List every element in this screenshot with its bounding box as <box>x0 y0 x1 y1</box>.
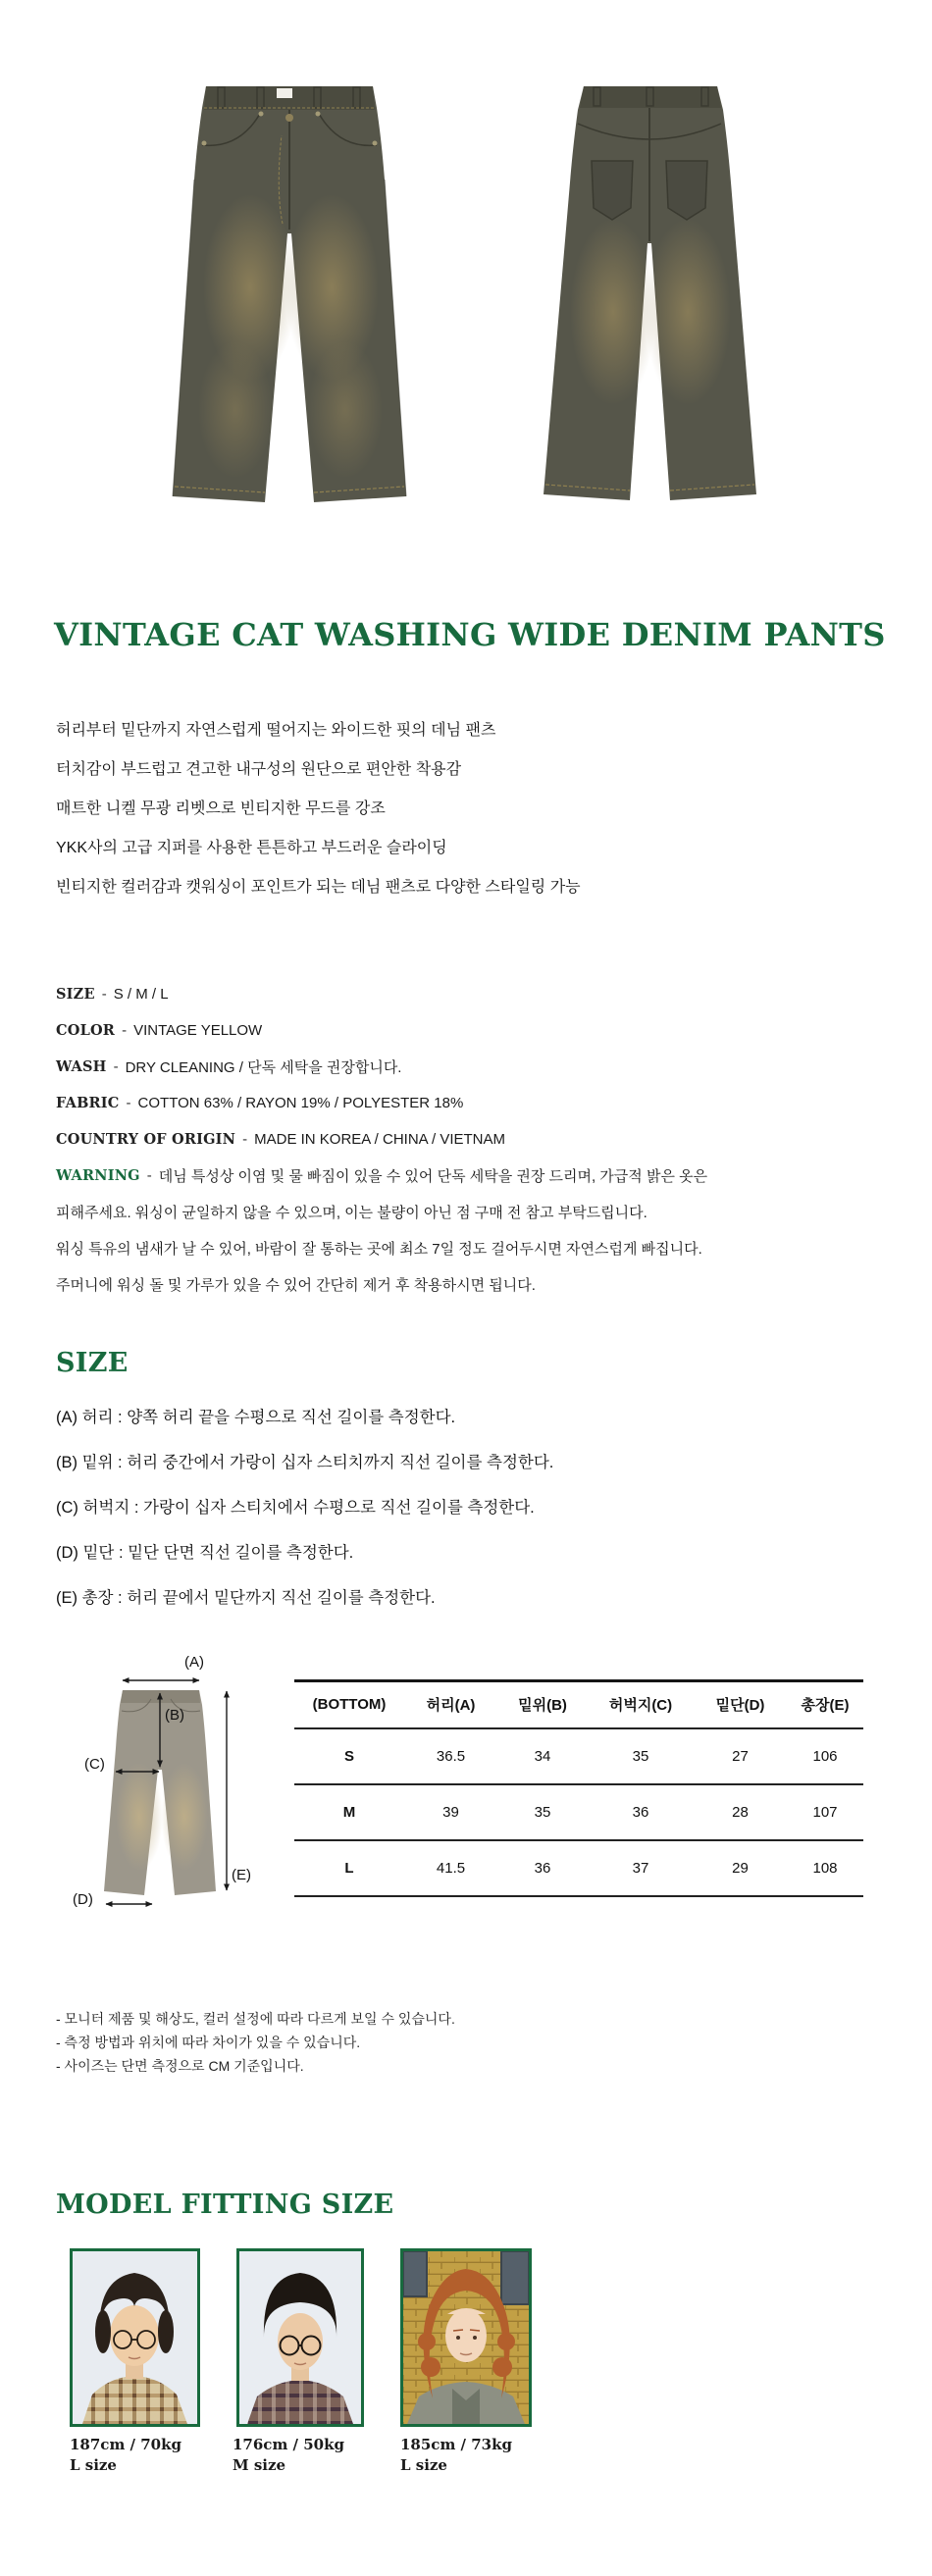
instruction-line: (A) 허리 : 양쪽 허리 끝을 수평으로 직선 길이를 측정한다. <box>56 1409 456 1426</box>
warning-line: 주머니에 워싱 돌 및 가루가 있을 수 있어 간단히 제거 후 착용하시면 됩니다. <box>56 1277 536 1294</box>
spec-row-origin <box>56 1121 909 1158</box>
description-line: YKK사의 고급 지퍼를 사용한 튼튼하고 부드러운 슬라이딩 <box>56 839 447 856</box>
model-spec: 187cm / 70kg <box>70 2436 181 2453</box>
spec-value: COTTON 63% / RAYON 19% / POLYESTER 18% <box>137 1095 464 1111</box>
value-cell: 35 <box>534 1803 551 1821</box>
model-caption-2 <box>233 2435 380 2476</box>
model-size: M size <box>233 2456 286 2474</box>
note-line: - 측정 방법과 위치에 따라 차이가 있을 수 있습니다. <box>56 2035 361 2050</box>
col-header-bottom: (BOTTOM) <box>312 1696 387 1714</box>
description-line: 매트한 니켈 무광 리벳으로 빈티지한 무드를 강조 <box>56 799 386 817</box>
warning-line: 워싱 특유의 냄새가 날 수 있어, 바람이 잘 통하는 곳에 최소 7일 정도 걸어두시면 자연스럽게 빠집니다. <box>56 1241 702 1258</box>
size-diagram <box>49 1650 260 1917</box>
value-cell: 36.5 <box>436 1747 466 1765</box>
table-row <box>294 1784 863 1840</box>
col-header-waist: 허리(A) <box>426 1697 476 1715</box>
col-header-hem: 밑단(D) <box>715 1697 765 1715</box>
model-section-heading: MODEL FITTING SIZE <box>56 2190 394 2220</box>
size-section-heading: SIZE <box>56 1348 129 1378</box>
spec-separator: - <box>126 1095 131 1111</box>
model-caption-1 <box>70 2435 217 2476</box>
spec-separator: - <box>146 1167 152 1184</box>
size-table <box>294 1679 863 1897</box>
table-row <box>294 1840 863 1896</box>
instruction-line: (B) 밑위 : 허리 중간에서 가랑이 십자 스티치까지 직선 길이를 측정한다. <box>56 1454 554 1471</box>
product-photo-front <box>167 77 412 508</box>
value-cell: 28 <box>732 1803 749 1821</box>
warning-label: WARNING <box>56 1167 140 1184</box>
spec-row-size <box>56 976 909 1012</box>
spec-separator: - <box>113 1058 119 1075</box>
diagram-label-a: (A) <box>184 1654 204 1671</box>
model-spec: 185cm / 73kg <box>400 2436 512 2453</box>
size-table-header-row <box>294 1681 863 1728</box>
product-title: VINTAGE CAT WASHING WIDE DENIM PANTS <box>54 616 886 653</box>
model-size: L size <box>400 2456 447 2474</box>
diagram-label-d: (D) <box>73 1891 93 1908</box>
product-description <box>56 708 890 904</box>
spec-label: FABRIC <box>56 1095 120 1111</box>
col-header-thigh: 허벅지(C) <box>608 1697 673 1715</box>
description-line: 허리부터 밑단까지 자연스럽게 떨어지는 와이드한 핏의 데님 팬츠 <box>56 721 496 739</box>
spec-separator: - <box>101 986 107 1003</box>
spec-row-fabric <box>56 1085 909 1121</box>
spec-value: DRY CLEANING / 단독 세탁을 권장합니다. <box>125 1059 402 1076</box>
description-line: 터치감이 부드럽고 견고한 내구성의 원단으로 편안한 착용감 <box>56 760 462 778</box>
col-header-length: 총장(E) <box>801 1697 850 1715</box>
value-cell: 37 <box>632 1859 649 1877</box>
instruction-line: (C) 허벅지 : 가랑이 십자 스티치에서 수평으로 직선 길이를 측정한다. <box>56 1499 535 1517</box>
measurement-instructions <box>56 1393 900 1619</box>
value-cell: 39 <box>442 1803 459 1821</box>
spec-value: VINTAGE YELLOW <box>133 1022 263 1039</box>
model-size: L size <box>70 2456 117 2474</box>
spec-separator: - <box>122 1022 128 1039</box>
diagram-label-c: (C) <box>84 1756 105 1773</box>
table-row <box>294 1728 863 1784</box>
spec-row-color <box>56 1012 909 1049</box>
spec-value: S / M / L <box>113 986 169 1003</box>
model-photo-3 <box>400 2248 532 2427</box>
instruction-line: (E) 총장 : 허리 끝에서 밑단까지 직선 길이를 측정한다. <box>56 1589 436 1607</box>
value-cell: 27 <box>732 1747 749 1765</box>
size-diagram-pants <box>49 1650 260 1917</box>
spec-value: MADE IN KOREA / CHINA / VIETNAM <box>254 1131 506 1148</box>
description-line: 빈티지한 컬러감과 캣워싱이 포인트가 되는 데님 팬츠로 다양한 스타일링 가능 <box>56 878 581 896</box>
value-cell: 106 <box>812 1747 838 1765</box>
value-cell: 107 <box>812 1803 838 1821</box>
size-notes <box>56 2007 743 2078</box>
spec-label: WASH <box>56 1058 107 1075</box>
size-cell: M <box>342 1803 356 1821</box>
value-cell: 35 <box>632 1747 649 1765</box>
instruction-line: (D) 밑단 : 밑단 단면 직선 길이를 측정한다. <box>56 1544 354 1562</box>
col-header-rise: 밑위(B) <box>518 1697 567 1715</box>
note-line: - 사이즈는 단면 측정으로 CM 기준입니다. <box>56 2058 304 2074</box>
value-cell: 108 <box>812 1859 838 1877</box>
value-cell: 29 <box>732 1859 749 1877</box>
spec-label: COLOR <box>56 1022 116 1039</box>
spec-label: SIZE <box>56 986 95 1003</box>
size-cell: S <box>343 1747 354 1765</box>
value-cell: 36 <box>632 1803 649 1821</box>
size-cell: L <box>344 1859 354 1877</box>
warning-line: 피해주세요. 워싱이 균일하지 않을 수 있으며, 이는 불량이 아닌 점 구매 전 참고 부탁드립니다. <box>56 1205 647 1221</box>
diagram-label-b: (B) <box>165 1707 184 1724</box>
value-cell: 36 <box>534 1859 551 1877</box>
warning-value: 데님 특성상 이염 및 물 빠짐이 있을 수 있어 단독 세탁을 권장 드리며, 가급적 밝은 옷은 <box>158 1168 708 1185</box>
model-photo-2 <box>236 2248 364 2427</box>
value-cell: 41.5 <box>436 1859 466 1877</box>
product-spec-list <box>56 976 909 1303</box>
model-photo-1 <box>70 2248 200 2427</box>
product-photo-back <box>535 77 765 508</box>
diagram-label-e: (E) <box>232 1867 251 1883</box>
model-caption-3 <box>400 2435 547 2476</box>
spec-label: COUNTRY OF ORIGIN <box>56 1131 236 1148</box>
spec-row-wash <box>56 1049 909 1085</box>
spec-separator: - <box>242 1131 248 1148</box>
note-line: - 모니터 제품 및 해상도, 컬러 설정에 따라 다르게 보일 수 있습니다. <box>56 2011 455 2027</box>
value-cell: 34 <box>534 1747 551 1765</box>
model-spec: 176cm / 50kg <box>233 2436 344 2453</box>
spec-row-warning <box>56 1158 909 1194</box>
